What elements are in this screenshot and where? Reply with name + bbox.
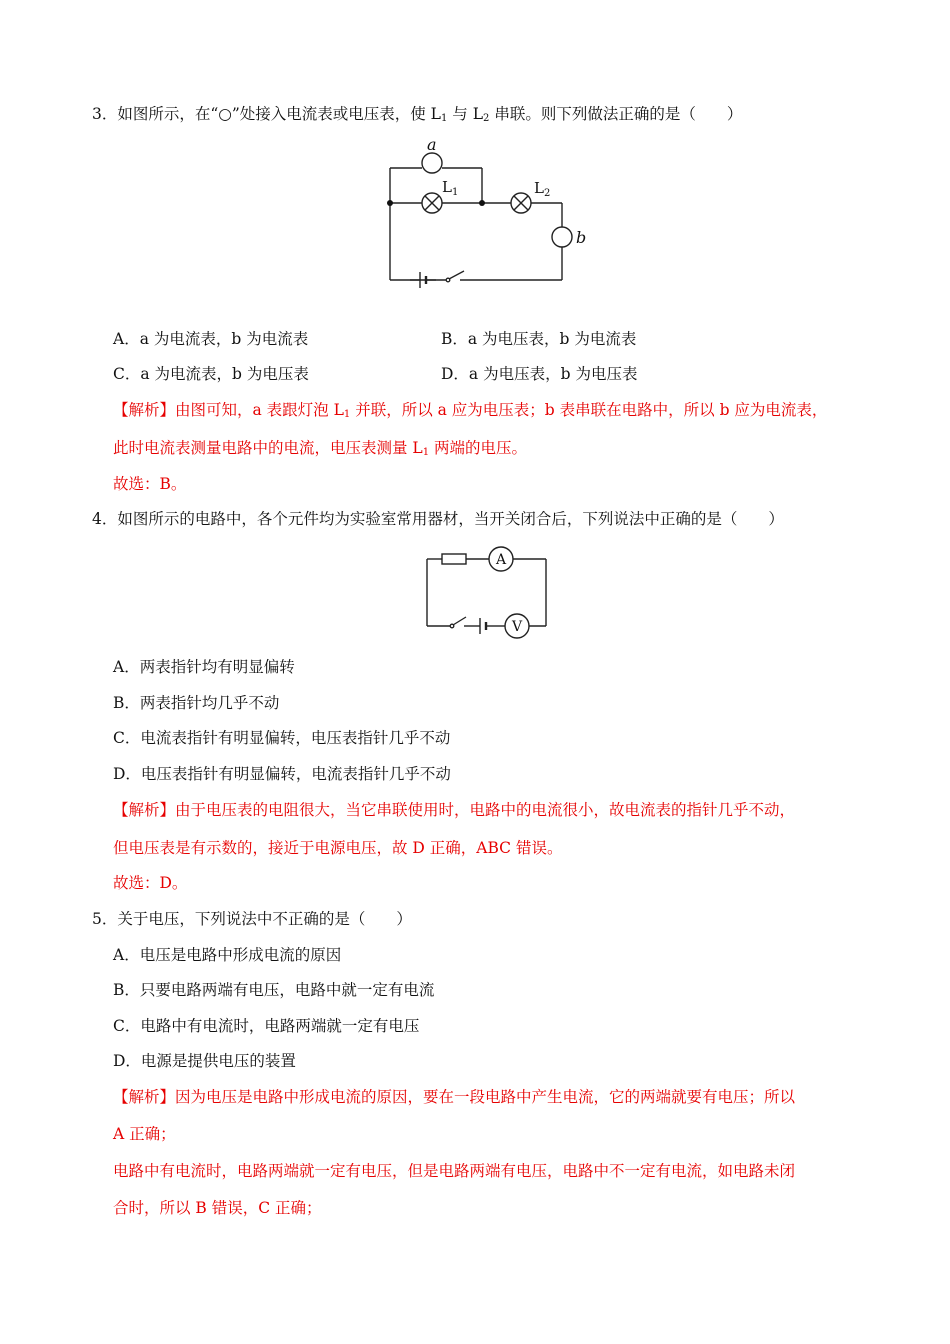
svg-text:V: V	[511, 619, 523, 635]
battery	[480, 618, 492, 634]
junction-dot-left	[387, 200, 393, 206]
q4-option-b: B．两表指针均几乎不动	[113, 694, 280, 712]
lamp-l1	[422, 193, 442, 213]
label-l1: $L_1$	[442, 178, 459, 198]
q3-option-c: C．a 为电流表，b 为电压表	[113, 365, 309, 383]
q5-analysis-line-1: 【解析】因为电压是电路中形成电流的原因，要在一段电路中产生电流，它的两端就要有电压；所以	[113, 1088, 796, 1106]
q4-question: 4．如图所示的电路中，各个元件均为实验室常用器材，当开关闭合后，下列说法中正确的是（ ）	[92, 510, 784, 528]
junction-dot-right	[479, 200, 485, 206]
voltmeter	[505, 614, 529, 638]
q3-option-a: A．a 为电流表，b 为电流表	[113, 330, 309, 348]
q3-answer: 故选：B。	[113, 475, 187, 493]
q4-option-c: C．电流表指针有明显偏转，电压表指针几乎不动	[113, 729, 451, 747]
q4-analysis-line-2: 但电压表是有示数的，接近于电源电压，故 D 正确，ABC 错误。	[113, 839, 563, 857]
q3-option-d: D．a 为电压表，b 为电压表	[441, 365, 638, 383]
q4-option-d: D．电压表指针有明显偏转，电流表指针几乎不动	[113, 765, 451, 783]
q5-option-d: D．电源是提供电压的装置	[113, 1052, 296, 1070]
q3-analysis-line-2: 此时电流表测量电路中的电流，电压表测量 $L_1$ 两端的电压。	[113, 439, 528, 458]
q3-number: 3．	[92, 105, 118, 123]
q5-option-b: B．只要电路两端有电压，电路中就一定有电流	[113, 981, 435, 999]
meter-b-circle	[552, 227, 572, 247]
lamp-l2	[511, 193, 531, 213]
q3-analysis-line-1: 【解析】由图可知，a 表跟灯泡 $L_1$ 并联，所以 a 应为电压表；b 表串联在电路中，所以 b 应为电流表，	[113, 401, 828, 420]
switch	[450, 617, 466, 628]
q5-analysis-line-3: 电路中有电流时，电路两端就一定有电压，但是电路两端有电压，电路中不一定有电流，如电路未闭	[113, 1162, 796, 1180]
label-l2: $L_2$	[534, 179, 551, 199]
resistor	[442, 554, 466, 564]
q4-circuit-diagram	[420, 545, 555, 640]
q3-circuit-diagram	[380, 135, 600, 295]
ammeter	[489, 547, 513, 571]
q5-analysis-line-4: 合时，所以 B 错误，C 正确；	[113, 1199, 322, 1217]
label-a: a	[427, 135, 437, 154]
label-b: b	[576, 228, 587, 247]
q3-analysis-tag: 【解析】	[113, 401, 176, 419]
q5-analysis-tag: 【解析】	[113, 1088, 176, 1106]
meter-a-circle	[422, 153, 442, 173]
q4-option-a: A．两表指针均有明显偏转	[113, 658, 295, 676]
svg-text:A: A	[495, 552, 507, 568]
q4-analysis-tag: 【解析】	[113, 801, 176, 819]
q3-question: 3．如图所示，在“○”处接入电流表或电压表，使 $L_1$ 与 $L_2$ 串联。则下列做法正确的是（ ）	[92, 105, 743, 124]
q3-option-b: B．a 为电压表，b 为电流表	[441, 330, 637, 348]
q5-option-c: C．电路中有电流时，电路两端就一定有电压	[113, 1017, 420, 1035]
q5-analysis-line-2: A 正确；	[113, 1125, 176, 1143]
q5-question: 5．关于电压，下列说法中不正确的是（ ）	[92, 910, 412, 928]
q4-answer: 故选：D。	[113, 874, 188, 892]
q5-option-a: A．电压是电路中形成电流的原因	[113, 946, 342, 964]
q4-analysis-line-1: 【解析】由于电压表的电阻很大，当它串联使用时，电路中的电流很小，故电流表的指针几乎不动，	[113, 801, 796, 819]
